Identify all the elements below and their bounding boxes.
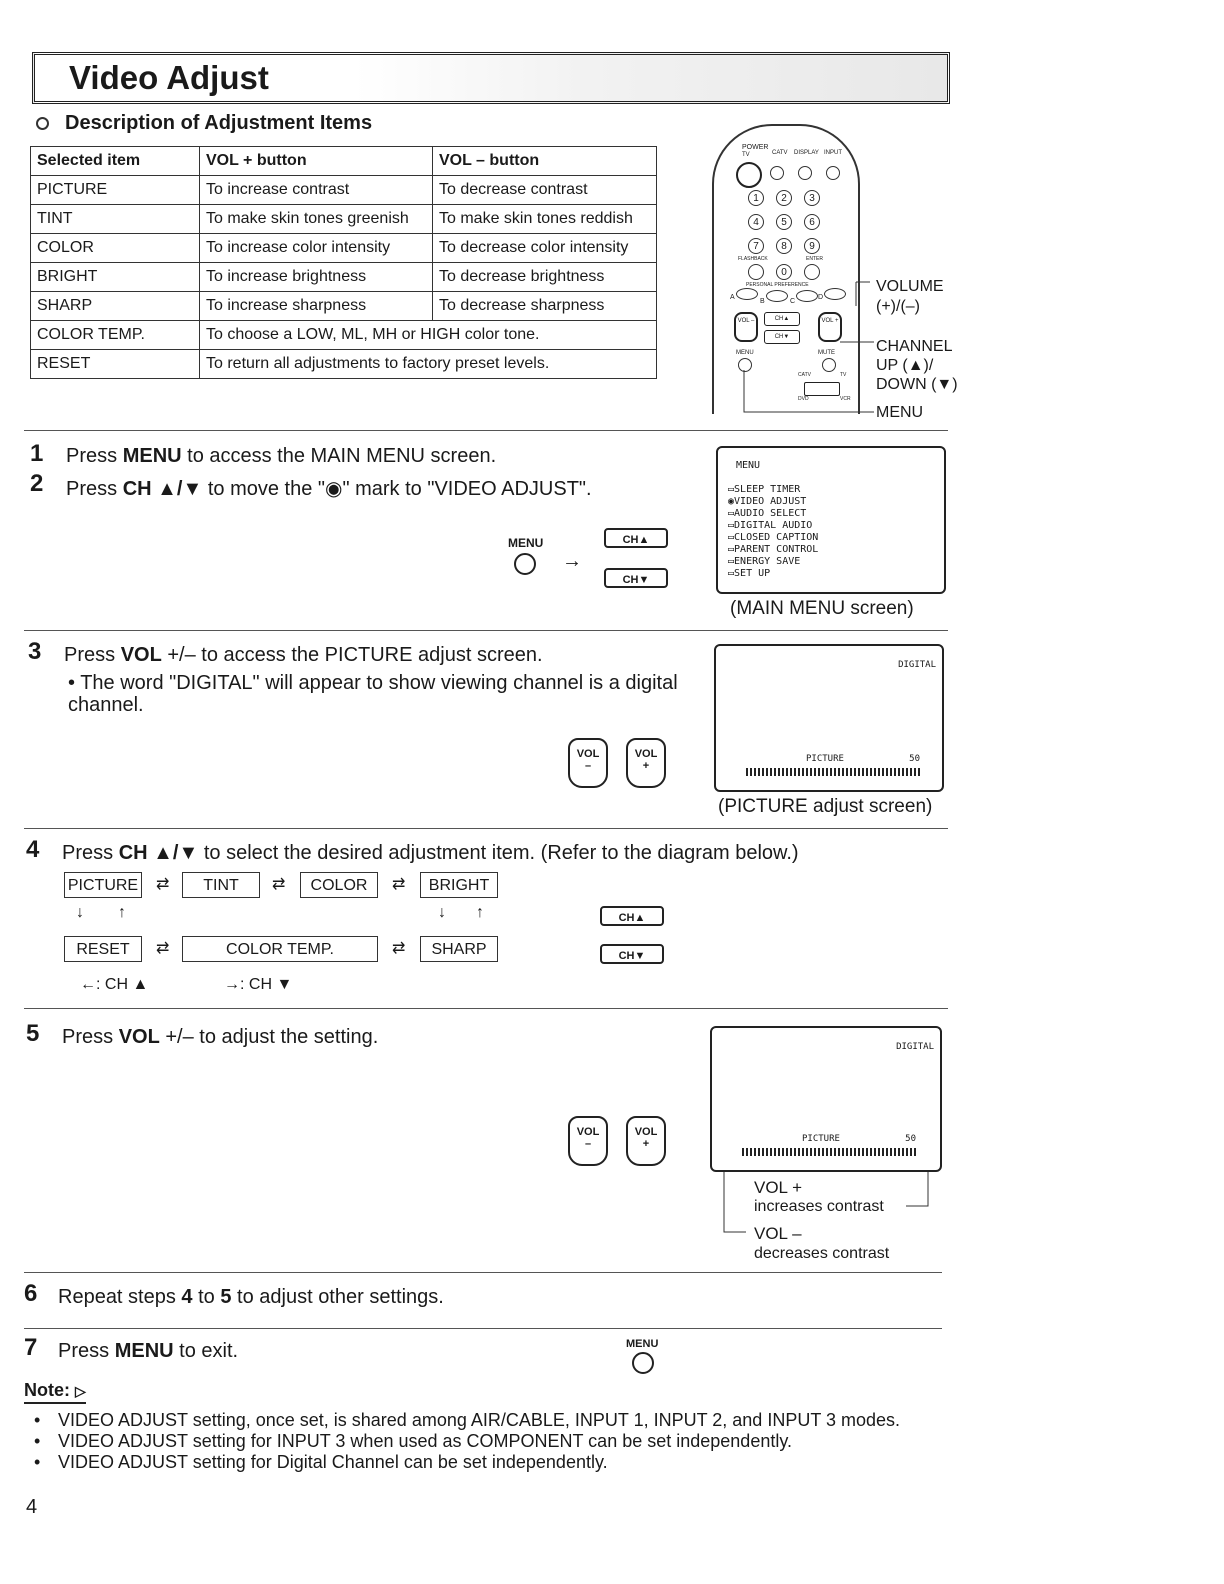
display-label: DISPLAY — [794, 150, 819, 156]
divider — [24, 1272, 942, 1273]
remote-vol-minus[interactable]: VOL – — [734, 312, 758, 342]
key-2[interactable]: 2 — [776, 190, 792, 206]
vol-minus-sign: – — [584, 1138, 592, 1150]
menu-item[interactable] — [728, 556, 818, 568]
step-3-text — [64, 644, 543, 667]
ch-up-button[interactable]: CH▲ — [600, 906, 664, 926]
note-item-text: VIDEO ADJUST setting for Digital Channel can be set independently. — [58, 1452, 608, 1472]
step-3-pre: Press — [64, 644, 121, 666]
picture-level-bar — [742, 1148, 916, 1156]
step-5-bold: VOL — [118, 1026, 160, 1048]
tv-label: TV — [742, 152, 750, 158]
step-6-mid: to — [192, 1286, 221, 1308]
step-6-post: to adjust other settings. — [231, 1286, 444, 1308]
table-row — [31, 321, 657, 350]
key-1[interactable]: 1 — [748, 190, 764, 206]
switch-vcr-label: VCR — [840, 396, 851, 402]
table-row — [31, 350, 657, 379]
picture-label: PICTURE — [802, 1134, 840, 1144]
enter-label: ENTER — [806, 256, 823, 262]
step-1-post: to access the MAIN MENU screen. — [181, 445, 497, 467]
menu-item[interactable] — [728, 508, 818, 520]
remote-vol-plus[interactable]: VOL + — [818, 312, 842, 342]
step-4-bold: CH ▲/▼ — [118, 842, 199, 864]
menu-exit-button[interactable] — [632, 1352, 654, 1374]
step-4-number: 4 — [26, 836, 40, 863]
step-2-text — [66, 476, 592, 501]
menu-item-label: CLOSED CAPTION — [734, 532, 819, 543]
table-cell: BRIGHT — [31, 263, 200, 292]
picture-level-bar — [746, 768, 920, 776]
vol-plus-sign: + — [642, 1138, 650, 1150]
flashback-label: FLASHBACK — [738, 256, 768, 262]
key-0[interactable]: 0 — [776, 264, 792, 280]
flow-picture: PICTURE — [64, 872, 142, 898]
b-label: B — [760, 298, 765, 305]
flow-color-temp: COLOR TEMP. — [182, 936, 378, 962]
callout-channel-2: UP (▲)/ — [876, 357, 934, 374]
step-4-pre: Press — [62, 842, 119, 864]
adjustment-table — [30, 146, 657, 379]
menu-item[interactable] — [728, 484, 818, 496]
step-2-bold: CH ▲/▼ — [122, 478, 203, 500]
picture-value: 50 — [905, 1134, 916, 1144]
menu-item[interactable] — [728, 568, 818, 580]
arrow-right-icon: → — [562, 550, 582, 572]
callout-volume-2: (+)/(–) — [876, 298, 920, 315]
legend-ch-down: →: CH ▼ — [224, 976, 293, 993]
table-cell: SHARP — [31, 292, 200, 321]
step-2-number: 2 — [30, 470, 44, 497]
key-9[interactable]: 9 — [804, 238, 820, 254]
vol-plus-callout-text: increases contrast — [754, 1198, 884, 1215]
vol-minus-label: VOL — [576, 748, 600, 760]
table-cell: COLOR TEMP. — [31, 321, 200, 350]
step-5-pre: Press — [62, 1026, 119, 1048]
note-label-text: Note: — [24, 1380, 70, 1400]
step-1-pre: Press — [66, 445, 123, 467]
bidirectional-arrow-icon: ⇄ — [392, 940, 406, 957]
step-7-post: to exit. — [173, 1340, 239, 1362]
flow-sharp: SHARP — [420, 936, 498, 962]
menu-button-label: MENU — [508, 536, 544, 550]
page-title: Video Adjust — [69, 59, 269, 96]
menu-item-label: PARENT CONTROL — [734, 544, 819, 555]
step-7-pre: Press — [58, 1340, 115, 1362]
menu-item-icon: ▭ — [728, 532, 735, 543]
bullet-icon: • — [34, 1410, 41, 1430]
step-7-text — [58, 1340, 238, 1363]
menu-item-icon: ▭ — [728, 544, 735, 555]
table-cell: To return all adjustments to factory preset levels. — [200, 350, 657, 379]
arrow-up-icon: ↑ — [476, 904, 484, 921]
digital-indicator: DIGITAL — [898, 660, 936, 670]
note-arrow-icon: ▷ — [75, 1383, 86, 1399]
table-cell: To decrease contrast — [433, 176, 657, 205]
menu-item-icon: ▭ — [728, 568, 735, 579]
table-cell: To increase brightness — [200, 263, 433, 292]
bidirectional-arrow-icon: ⇄ — [156, 940, 170, 957]
menu-item-label: SET UP — [734, 568, 771, 579]
ch-up-button[interactable]: CH▲ — [604, 528, 668, 548]
arrow-down-icon: ↓ — [438, 904, 446, 921]
bidirectional-arrow-icon: ⇄ — [272, 876, 286, 893]
table-cell: To make skin tones greenish — [200, 205, 433, 234]
step-1-number: 1 — [30, 440, 44, 467]
step-5-text — [62, 1026, 378, 1049]
personal-pref-label: PERSONAL PREFERENCE — [746, 282, 809, 288]
bidirectional-arrow-icon: ⇄ — [156, 876, 170, 893]
ch-down-button[interactable]: CH▼ — [604, 568, 668, 588]
step-7-bold: MENU — [114, 1340, 174, 1362]
power-button[interactable] — [736, 162, 762, 188]
col-vol-plus: VOL + button — [200, 147, 433, 176]
remote-ch-down[interactable]: CH▼ — [764, 330, 800, 344]
mute-label: MUTE — [818, 350, 835, 356]
col-vol-minus: VOL – button — [433, 147, 657, 176]
step-6-bold: 4 — [181, 1286, 193, 1308]
switch-catv-label: CATV — [798, 372, 811, 378]
menu-item-selected[interactable] — [728, 496, 818, 508]
picture-screen-caption: (PICTURE adjust screen) — [718, 796, 933, 817]
table-cell: RESET — [31, 350, 200, 379]
key-3[interactable]: 3 — [804, 190, 820, 206]
step-3-note: • The word "DIGITAL" will appear to show viewing channel is a digital channel. — [68, 672, 678, 716]
switch-dvd-label: DVD — [798, 396, 809, 402]
menu-item-label: AUDIO SELECT — [734, 508, 807, 519]
switch-tv-label: TV — [840, 372, 847, 378]
table-row — [31, 234, 657, 263]
step-6-number: 6 — [24, 1280, 38, 1307]
table-row — [31, 292, 657, 321]
d-label: D — [818, 294, 824, 301]
selection-mark-icon: ◉ — [728, 496, 735, 507]
note-item-text: VIDEO ADJUST setting for INPUT 3 when used as COMPONENT can be set independently. — [58, 1431, 793, 1451]
menu-item-label: DIGITAL AUDIO — [734, 520, 813, 531]
step-4-text — [62, 842, 799, 865]
menu-item-icon: ▭ — [728, 484, 735, 495]
key-7[interactable]: 7 — [748, 238, 764, 254]
bidirectional-arrow-icon: ⇄ — [392, 876, 406, 893]
main-menu-caption: (MAIN MENU screen) — [730, 598, 914, 619]
step-2-post: to move the "◉" mark to "VIDEO ADJUST". — [202, 478, 592, 500]
table-row — [31, 176, 657, 205]
c-label: C — [790, 298, 796, 305]
step-6-text — [58, 1286, 444, 1309]
flow-color: COLOR — [300, 872, 378, 898]
picture-label: PICTURE — [806, 754, 844, 764]
table-cell: To increase color intensity — [200, 234, 433, 263]
vol-plus-callout: VOL + — [754, 1178, 803, 1197]
title-bar — [32, 52, 950, 104]
step-1-bold: MENU — [122, 445, 182, 467]
remote-ch-up[interactable]: CH▲ — [764, 312, 800, 326]
page-number: 4 — [26, 1496, 38, 1518]
table-cell: To decrease brightness — [433, 263, 657, 292]
key-6[interactable]: 6 — [804, 214, 820, 230]
menu-item-icon: ▭ — [728, 556, 735, 567]
bullet-icon: • — [34, 1431, 41, 1451]
vol-minus-label: VOL — [576, 1126, 600, 1138]
callout-menu: MENU — [876, 404, 924, 421]
step-3-post: +/– to access the PICTURE adjust screen. — [161, 644, 543, 666]
step-3-number: 3 — [28, 638, 42, 665]
bullet-icon: • — [34, 1452, 41, 1472]
col-selected-item: Selected item — [31, 147, 200, 176]
power-label: POWER — [742, 144, 769, 151]
step-5-number: 5 — [26, 1020, 40, 1047]
ch-down-button[interactable]: CH▼ — [600, 944, 664, 964]
a-label: A — [730, 294, 735, 301]
menu-item-label: VIDEO ADJUST — [734, 496, 807, 507]
menu-item[interactable] — [728, 520, 818, 532]
note-label — [24, 1380, 86, 1404]
menu-screen-title: MENU — [736, 460, 761, 471]
section-heading — [36, 112, 372, 135]
step-1-text — [66, 445, 496, 468]
vol-plus-button[interactable] — [626, 738, 666, 788]
vol-minus-button[interactable] — [568, 1116, 608, 1166]
divider — [24, 1328, 942, 1329]
vol-minus-button[interactable] — [568, 738, 608, 788]
menu-item-icon: ▭ — [728, 508, 735, 519]
picture-adjust-screen — [714, 644, 944, 792]
note-item-text: VIDEO ADJUST setting, once set, is shared among AIR/CABLE, INPUT 1, INPUT 2, and INPUT 3 modes. — [58, 1410, 901, 1430]
list-item — [34, 1410, 944, 1431]
list-item — [34, 1452, 944, 1473]
step-3-bold: VOL — [120, 644, 162, 666]
step-6-pre: Repeat steps — [58, 1286, 182, 1308]
menu-button[interactable] — [514, 553, 536, 575]
divider — [24, 828, 948, 829]
catv-label: CATV — [772, 150, 788, 156]
vol-minus-callout-text: decreases contrast — [754, 1245, 890, 1262]
vol-plus-label: VOL — [634, 1126, 658, 1138]
callout-channel: CHANNEL — [876, 338, 953, 355]
list-item — [34, 1431, 944, 1452]
table-cell: To increase sharpness — [200, 292, 433, 321]
step-2-pre: Press — [66, 478, 123, 500]
table-cell: PICTURE — [31, 176, 200, 205]
menu-item-label: ENERGY SAVE — [734, 556, 801, 567]
callout-volume: VOLUME — [876, 278, 944, 295]
table-header — [31, 147, 657, 176]
main-menu-screen — [716, 446, 946, 594]
flow-reset: RESET — [64, 936, 142, 962]
menu-label: MENU — [736, 350, 754, 356]
table-row — [31, 263, 657, 292]
vol-plus-button[interactable] — [626, 1116, 666, 1166]
table-cell: To make skin tones reddish — [433, 205, 657, 234]
vol-minus-callout: VOL – — [754, 1224, 802, 1243]
picture-value: 50 — [909, 754, 920, 764]
menu-item[interactable] — [728, 532, 818, 544]
input-button[interactable] — [826, 166, 840, 180]
divider — [24, 1008, 948, 1009]
step-5-post: +/– to adjust the setting. — [159, 1026, 379, 1048]
remote-callout-lines — [730, 270, 880, 420]
step-4-post: to select the desired adjustment item. (Refer to the diagram below.) — [198, 842, 799, 864]
key-8[interactable]: 8 — [776, 238, 792, 254]
step-7-number: 7 — [24, 1334, 38, 1361]
flow-bright: BRIGHT — [420, 872, 498, 898]
table-cell: To decrease color intensity — [433, 234, 657, 263]
bullet-icon — [36, 117, 49, 130]
table-cell: To decrease sharpness — [433, 292, 657, 321]
key-4[interactable]: 4 — [748, 214, 764, 230]
vol-minus-sign: – — [584, 760, 592, 772]
divider — [24, 430, 948, 431]
step-6-bold2: 5 — [220, 1286, 232, 1308]
callout-channel-3: DOWN (▼) — [876, 376, 958, 393]
menu-item-icon: ▭ — [728, 520, 735, 531]
input-label: INPUT — [824, 150, 842, 156]
catv-button[interactable] — [770, 166, 784, 180]
table-row — [31, 205, 657, 234]
arrow-down-icon: ↓ — [76, 904, 84, 921]
section-heading-text: Description of Adjustment Items — [65, 112, 373, 134]
arrow-up-icon: ↑ — [118, 904, 126, 921]
table-cell: To increase contrast — [200, 176, 433, 205]
display-button[interactable] — [798, 166, 812, 180]
vol-plus-sign: + — [642, 760, 650, 772]
table-cell: To choose a LOW, ML, MH or HIGH color tone. — [200, 321, 657, 350]
table-cell: TINT — [31, 205, 200, 234]
menu-item-label: SLEEP TIMER — [734, 484, 801, 495]
legend-ch-up: ←: CH ▲ — [80, 976, 149, 993]
flow-tint: TINT — [182, 872, 260, 898]
table-cell: COLOR — [31, 234, 200, 263]
note-list — [34, 1410, 944, 1473]
key-5[interactable]: 5 — [776, 214, 792, 230]
digital-indicator: DIGITAL — [896, 1042, 934, 1052]
menu-screen-list — [728, 484, 818, 580]
divider — [24, 630, 948, 631]
menu-item[interactable] — [728, 544, 818, 556]
menu-button-label: MENU — [626, 1338, 659, 1350]
step5-picture-screen — [710, 1026, 942, 1172]
vol-plus-label: VOL — [634, 748, 658, 760]
